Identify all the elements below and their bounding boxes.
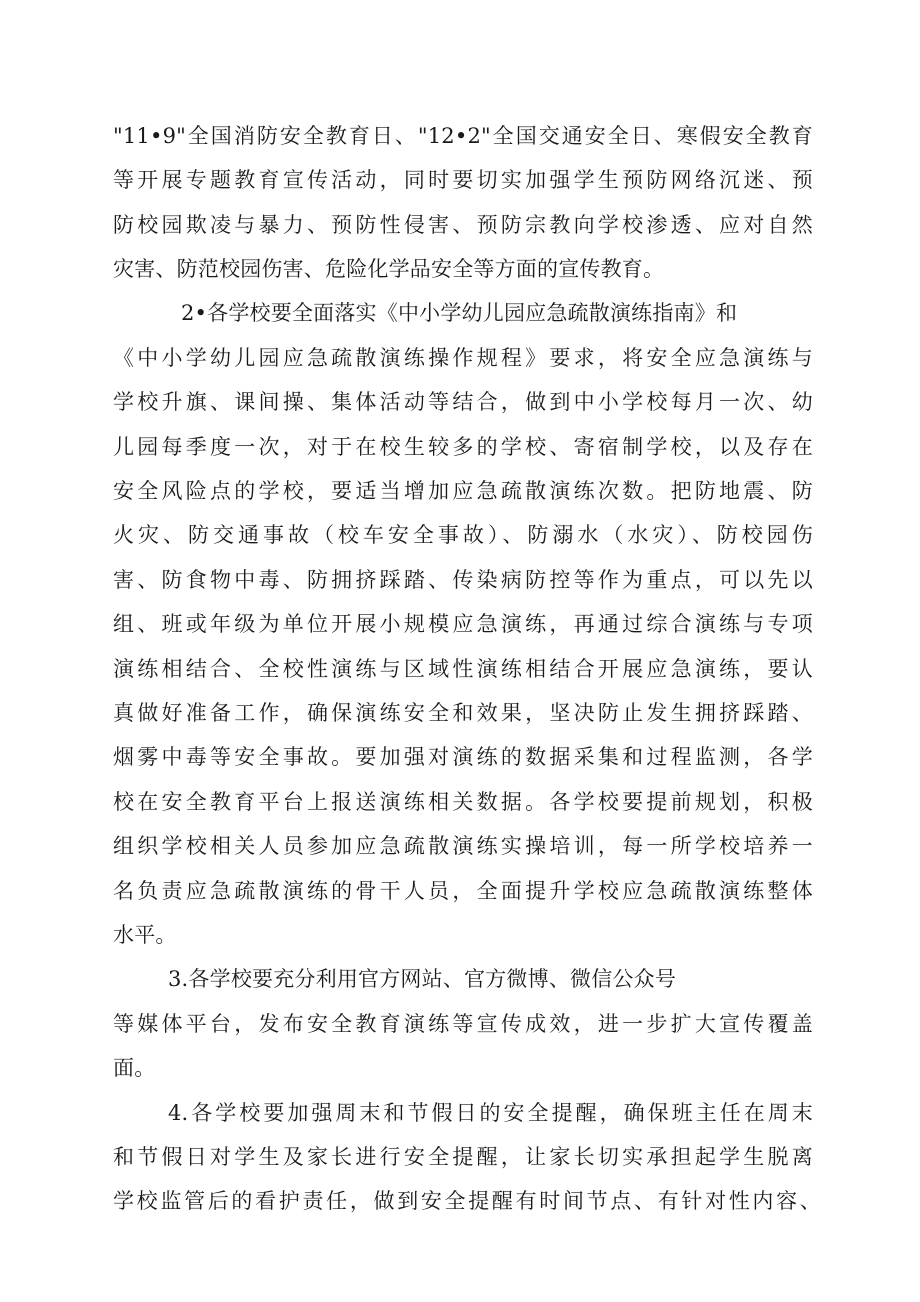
text-line: 等开展专题教育宣传活动，同时要切实加强学生预防网络沉迷、预 [113, 168, 813, 192]
text-line: 组、班或年级为单位开展小规模应急演练，再通过综合演练与专项 [113, 612, 813, 636]
text-line: 面。 [113, 1056, 156, 1080]
text-line: 防校园欺凌与暴力、预防性侵害、预防宗教向学校渗透、应对自然 [113, 213, 813, 237]
text-line: 学校监管后的看护责任，做到安全提醒有时间节点、有针对性内容、 [113, 1189, 821, 1213]
paragraph-4-first-line: 4.各学校要加强周末和节假日的安全提醒，确保班主任在周末 [168, 1101, 813, 1125]
text-line: 等媒体平台，发布安全教育演练等宣传成效，进一步扩大宣传覆盖 [113, 1012, 813, 1036]
text-line: 演练相结合、全校性演练与区域性演练相结合开展应急演练，要认 [113, 657, 813, 681]
text-line: 学校升旗、课间操、集体活动等结合，做到中小学校每月一次、幼 [113, 390, 813, 414]
text-line: "11•9"全国消防安全教育日、"12•2"全国交通安全日、寒假安全教育 [113, 124, 813, 148]
text-line: 灾害、防范校园伤害、危险化学品安全等方面的宣传教育。 [113, 257, 665, 281]
text-line: 水平。 [113, 923, 177, 947]
text-line: 安全风险点的学校，要适当增加应急疏散演练次数。把防地震、防 [113, 479, 813, 503]
paragraph-2-first-line: 2•各学校要全面落实《中小学幼儿园应急疏散演练指南》和 [181, 301, 738, 325]
text-line: 《中小学幼儿园应急疏散演练操作规程》要求，将安全应急演练与 [113, 346, 813, 370]
paragraph-3-first-line: 3.各学校要充分利用官方网站、官方微博、微信公众号 [168, 967, 677, 991]
text-line: 名负责应急疏散演练的骨干人员，全面提升学校应急疏散演练整体 [113, 879, 813, 903]
text-line: 火灾、防交通事故（校车安全事故）、防溺水（水灾）、防校园伤 [113, 523, 813, 547]
text-line: 和节假日对学生及家长进行安全提醒，让家长切实承担起学生脱离 [113, 1145, 813, 1169]
text-line: 真做好准备工作，确保演练安全和效果，坚决防止发生拥挤踩踏、 [113, 701, 813, 725]
text-line: 组织学校相关人员参加应急疏散演练实操培训，每一所学校培养一 [113, 834, 813, 858]
text-line: 害、防食物中毒、防拥挤踩踏、传染病防控等作为重点，可以先以 [113, 568, 813, 592]
text-line: 烟雾中毒等安全事故。要加强对演练的数据采集和过程监测，各学 [113, 745, 813, 769]
text-line: 儿园每季度一次，对于在校生较多的学校、寄宿制学校，以及存在 [113, 435, 813, 459]
text-line: 校在安全教育平台上报送演练相关数据。各学校要提前规划，积极 [113, 790, 813, 814]
